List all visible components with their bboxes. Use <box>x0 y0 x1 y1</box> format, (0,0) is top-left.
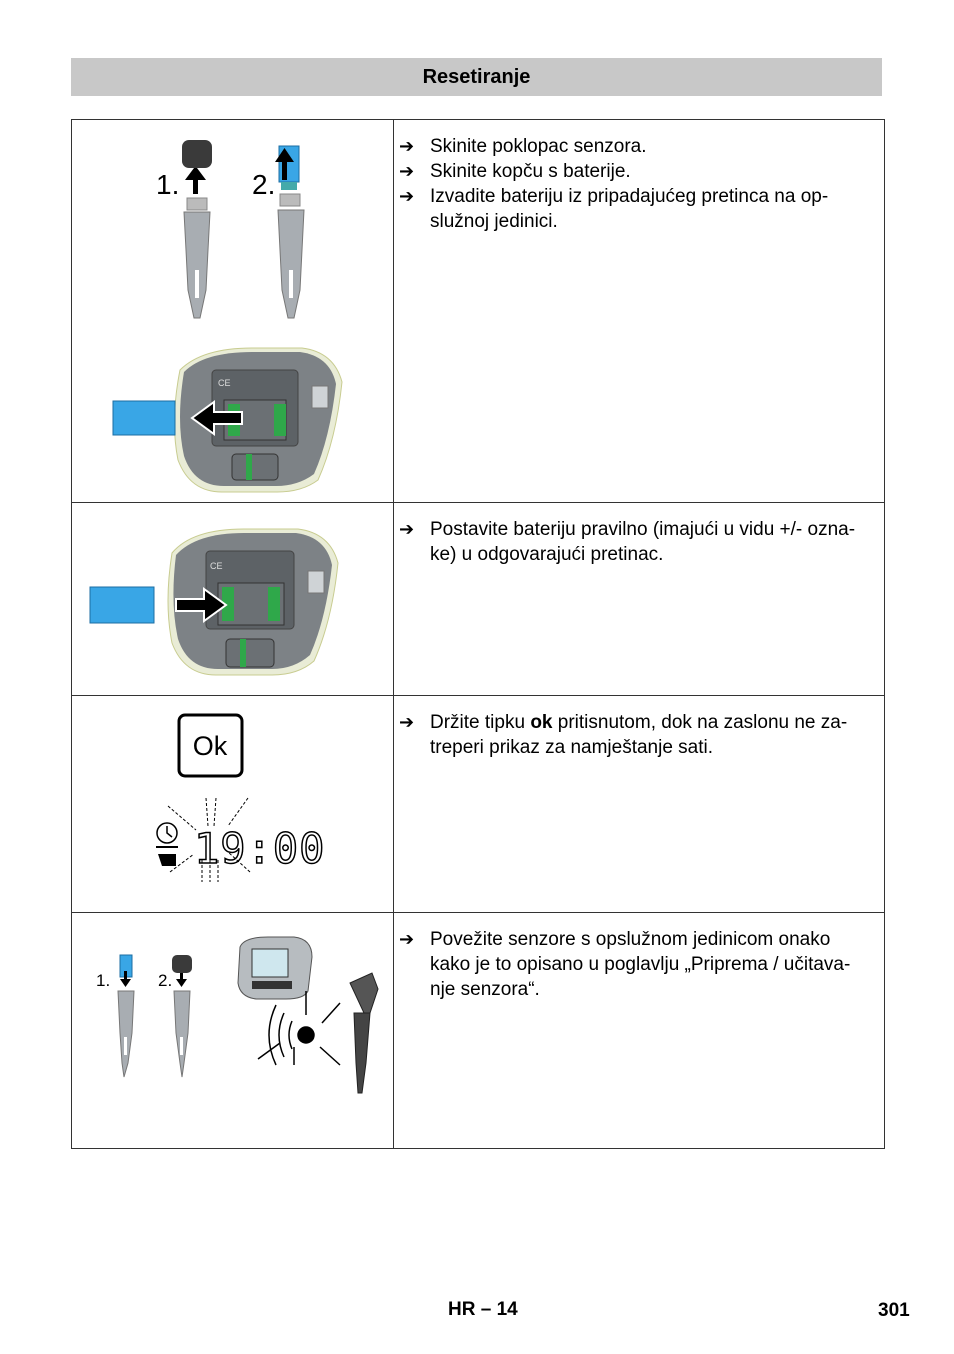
clock-icon <box>157 823 177 843</box>
label-step-2: 2. <box>252 169 276 200</box>
lcd-time-display <box>194 824 325 873</box>
arrow-bullet-icon: ➔ <box>399 712 415 732</box>
arrow-bullet-icon: ➔ <box>399 136 415 156</box>
down-arrow-icon <box>176 973 187 987</box>
sensor-body-icon <box>278 210 304 318</box>
footer-page-number: 301 <box>878 1300 910 1321</box>
step-4-bullet-1: ➔ Povežite senzore s opslužnom jedinicom onako kako je to opisano u poglavlju „Priprema / učitava- nje senzora“. <box>399 929 851 1000</box>
signal-waves-icon <box>258 991 340 1065</box>
step-1-illustration <box>72 120 394 503</box>
arrow-bullet-icon: ➔ <box>399 186 415 206</box>
sensor-cap-icon <box>172 955 192 973</box>
step-1-bullet-1: ➔ Skinite poklopac senzora. <box>399 136 647 157</box>
step-row-4 <box>72 913 885 1149</box>
svg-text:CE: CE <box>210 561 223 571</box>
step-row-3 <box>72 696 885 913</box>
section-title: Resetiranje <box>71 58 882 96</box>
step-4-text <box>394 913 885 1149</box>
sensor-battery-removal-illustration <box>72 120 393 502</box>
up-arrow-icon <box>185 166 206 194</box>
instruction-table <box>71 119 885 1149</box>
step-1-text <box>394 120 885 503</box>
step-3-illustration <box>72 696 394 913</box>
battery-icon <box>113 401 175 435</box>
ok-button-icon <box>179 715 242 776</box>
watering-can-icon <box>158 854 176 866</box>
step-1-bullet-3: ➔ Izvadite bateriju iz pripadajućeg pretinca na op- služnoj jedinici. <box>399 186 829 232</box>
label-step-2: 2. <box>158 971 173 990</box>
sensor-pairing-illustration <box>72 913 393 1148</box>
step-1-bullet-2: ➔ Skinite kopču s baterije. <box>399 161 631 182</box>
battery-icon <box>90 587 154 623</box>
label-step-1: 1. <box>96 971 111 990</box>
step-2-illustration <box>72 503 394 696</box>
step-3-text <box>394 696 885 913</box>
svg-text:CE: CE <box>218 378 231 388</box>
sensor-angled-icon <box>350 973 378 1093</box>
label-step-1: 1. <box>156 169 180 200</box>
sensor-body-icon <box>174 991 190 1077</box>
step-3-bullet-1: ➔ Držite tipku ok pritisnutom, dok na zaslonu ne za- treperi prikaz za namještanje sati. <box>399 712 848 758</box>
control-unit-front-icon <box>238 937 312 999</box>
arrow-bullet-icon: ➔ <box>399 161 415 181</box>
arrow-bullet-icon: ➔ <box>399 519 415 539</box>
step-row-1 <box>72 120 885 503</box>
step-4-illustration <box>72 913 394 1149</box>
sensor-body-icon <box>184 212 210 318</box>
step-2-bullet-1: ➔ Postavite bateriju pravilno (imajući u vidu +/- ozna- ke) u odgovarajući pretinac. <box>399 519 856 565</box>
step-2-text <box>394 503 885 696</box>
arrow-bullet-icon: ➔ <box>399 929 415 949</box>
sensor-body-icon <box>118 991 134 1077</box>
battery-insert-illustration <box>72 503 393 695</box>
ok-button-display-illustration <box>72 696 393 912</box>
svg-text:Ok: Ok <box>192 731 228 761</box>
svg-text:19:00: 19:00 <box>194 824 326 873</box>
footer-section-number: HR – 14 <box>448 1299 518 1320</box>
sensor-cap-icon <box>182 140 212 168</box>
step-row-2 <box>72 503 885 696</box>
